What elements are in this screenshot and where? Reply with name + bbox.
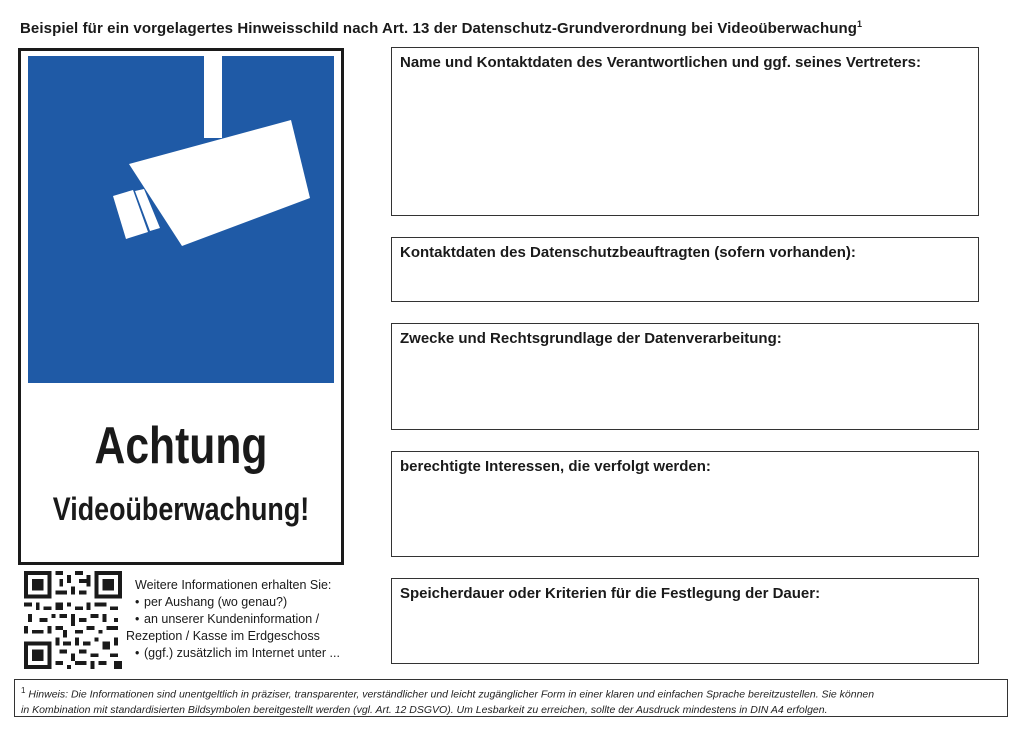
storage-duration-box[interactable] (391, 578, 979, 664)
title-footnote-mark: 1 (857, 19, 863, 29)
storage-duration-label: Speicherdauer oder Kriterien für die Festlegung der Dauer: (400, 585, 821, 602)
further-info (126, 577, 340, 662)
further-info-item-continued: Rezeption / Kasse im Erdgeschoss (126, 629, 320, 643)
footnote (14, 679, 1008, 717)
sign-subheading: Videoüberwachung! (52, 491, 310, 527)
legitimate-interests-box[interactable] (391, 451, 979, 557)
further-info-item: • per Aushang (wo genau?) (135, 594, 340, 611)
sign-blue-panel (28, 56, 334, 383)
dpo-contact-label: Kontaktdaten des Datenschutzbeauftragten (sofern vorhanden): (400, 244, 856, 261)
further-info-list (126, 594, 340, 662)
footnote-line-1: Hinweis: Die Informationen sind unentgeltlich in präziser, transparenter, verständlicher und leicht zugänglicher Form in einer klaren und einfachen Sprache bereitzustellen. Sie können (28, 688, 875, 701)
legitimate-interests-label: berechtigte Interessen, die verfolgt werden: (400, 458, 711, 475)
further-info-item: • (ggf.) zusätzlich im Internet unter ... (135, 645, 340, 662)
qr-code-icon[interactable] (24, 571, 122, 669)
controller-contact-box[interactable] (391, 47, 979, 216)
surveillance-camera-icon (28, 56, 334, 383)
cctv-sign (18, 48, 344, 565)
further-info-intro: Weitere Informationen erhalten Sie: (135, 578, 332, 592)
page-title (20, 19, 862, 37)
controller-contact-label: Name und Kontaktdaten des Verantwortlichen und ggf. seines Vertreters: (400, 54, 921, 71)
purpose-legal-basis-box[interactable] (391, 323, 979, 430)
sign-heading: Achtung (94, 417, 268, 475)
dpo-contact-box[interactable] (391, 237, 979, 302)
page-title-text: Beispiel für ein vorgelagertes Hinweisschild nach Art. 13 der Datenschutz-Grundverordnung bei Videoüberwachung (20, 20, 858, 37)
purpose-legal-basis-label: Zwecke und Rechtsgrundlage der Datenverarbeitung: (400, 330, 782, 347)
footnote-mark: 1 (21, 686, 26, 695)
further-info-item: • an unserer Kundeninformation / (135, 611, 340, 628)
footnote-line-2: in Kombination mit standardisierten Bildsymbolen bereitgestellt werden (vgl. Art. 12 DSGVO). Um Lesbarkeit zu erreichen, sollte der Ausdruck mindestens in DIN A4 erfolgen. (21, 703, 828, 716)
